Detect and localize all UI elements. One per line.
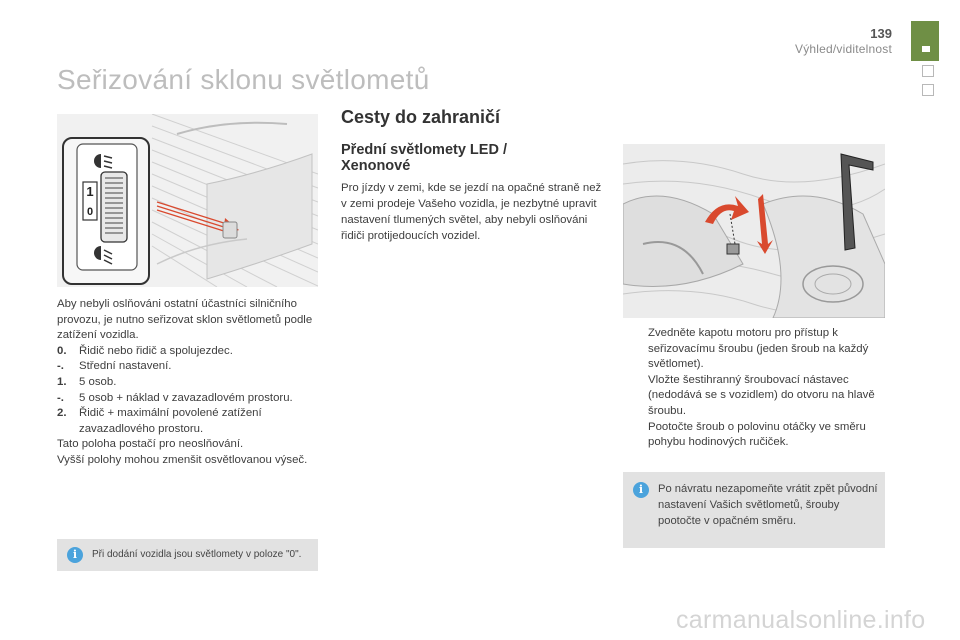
page-title: Seřizování sklonu světlometů [57,64,430,95]
load-positions-text [57,297,327,469]
delivery-note-text: Při dodání vozidla jsou světlomety v poloze "0". [92,549,302,560]
info-icon: i [633,482,649,498]
step-item [623,373,885,420]
dial-label-0: 0 [86,206,94,218]
info-icon: i [67,547,83,563]
chapter-tab-marker [922,46,930,52]
position-label: 1. [57,375,67,388]
subsection-heading: Přední světlomety LED / Xenonové [341,142,507,174]
return-note [623,472,885,548]
position-item [57,406,327,437]
position-label: 0. [57,344,67,357]
outro-paragraph: Tato poloha postačí pro neoslňování. [57,438,244,451]
step-text: Zvedněte kapotu motoru pro přístup k seřizovacímu šroubu (jeden šroub na každý světlomet). [648,327,869,371]
position-label: -. [57,391,64,404]
step-text: Vložte šestihranný šroubovací nástavec (nedodává se s vozidlem) do otvoru na hlavě šroubu. [648,373,875,417]
step-item [623,326,885,373]
step-item [623,420,885,451]
chapter-box-1 [922,65,934,77]
position-item [57,391,327,407]
foreign-travel-paragraph: Pro jízdy v zemi, kde se jezdí na opačné straně než v zemi prodeje Vašeho vozidla, je nezbytné upravit nastavení tlumených světel, aby nebyli oslňováni řidiči protijedoucích vozidel. [341,182,602,242]
bullet-icon [623,326,648,373]
section-title: Výhled/viditelnost [795,42,892,56]
position-text: 5 osob. [79,375,117,388]
dial-label-1: 1 [86,184,94,199]
chapter-tab [911,21,939,61]
adjustment-steps [623,326,885,451]
position-text: Řidič + maximální povolené zatížení zavazadlového prostoru. [79,407,262,435]
position-item [57,375,327,391]
page-number: 139 [870,26,892,41]
delivery-note [57,539,318,571]
chapter-box-2 [922,84,934,96]
position-label: 2. [57,407,67,420]
adjustment-screw-illustration [623,144,885,318]
return-note-text: Po návratu nezapomeňte vrátit zpět původní nastavení Vašich světlometů, šrouby pootočte v opačném směru. [658,483,878,527]
position-text: Řidič nebo řidič a spolujezdec. [79,344,233,357]
position-label: -. [57,360,64,373]
position-item [57,344,327,360]
outro-paragraph-2: Vyšší polohy mohou zmenšit osvětlovanou výseč. [57,453,308,466]
intro-paragraph: Aby nebyli oslňováni ostatní účastníci silničního provozu, je nutno seřizovat sklon světlometů podle zatížení vozidla. [57,298,313,342]
headlamp-dial-illustration [57,114,318,287]
section-heading: Cesty do zahraničí [341,107,501,127]
bullet-icon [623,420,648,451]
bullet-icon [623,373,648,420]
step-text: Pootočte šroub o polovinu otáčky ve směru pohybu hodinových ručiček. [648,420,866,449]
position-text: 5 osob + náklad v zavazadlovém prostoru. [79,391,293,404]
watermark: carmanualsonline.info [676,606,926,634]
position-text: Střední nastavení. [79,360,172,373]
position-item [57,359,327,375]
